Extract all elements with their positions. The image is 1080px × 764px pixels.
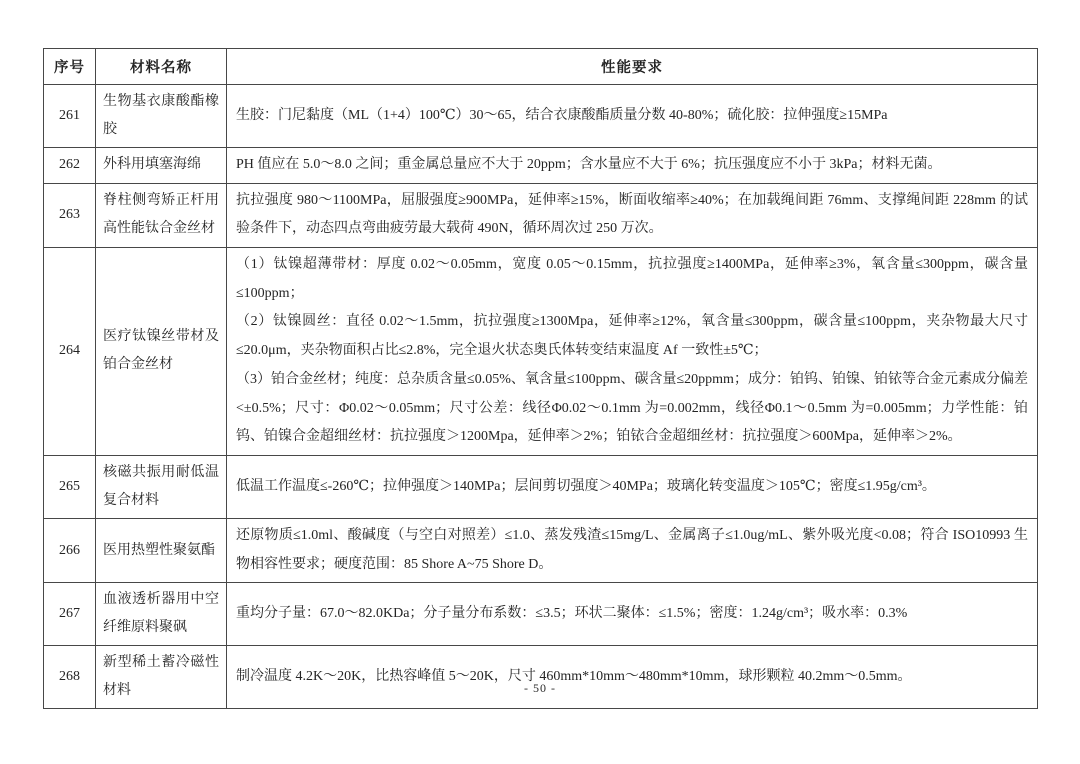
requirement-paragraph: 生胶：门尼黏度（ML（1+4）100℃）30～65，结合衣康酸酯质量分数 40-80%；硫化胶：拉伸强度≥15MPa <box>236 107 888 123</box>
header-name: 材料名称 <box>96 49 227 85</box>
requirement-paragraph: 制冷温度 4.2K～20K，比热容峰值 5～20K，尺寸 460mm*10mm～480mm*10mm，球形颗粒 40.2mm～0.5mm。 <box>236 668 912 684</box>
row-requirements <box>227 85 1038 148</box>
requirement-paragraph: 重均分子量：67.0～82.0KDa；分子量分布系数：≤3.5；环状二聚体：≤1.5%；密度：1.24g/cm³；吸水率：0.3% <box>236 605 908 621</box>
table-row <box>44 183 1038 247</box>
requirement-paragraph: 抗拉强度 980～1100MPa，屈服强度≥900MPa，延伸率≥15%，断面收缩率≥40%；在加载绳间距 76mm、支撑绳间距 228mm 的试验条件下，动态四点弯曲疲劳最大载荷 490N，循环周次过 250 万次。 <box>236 192 1028 237</box>
requirement-paragraph: （3）铂合金丝材；纯度：总杂质含量≤0.05%、氧含量≤100ppm、碳含量≤20ppmm；成分：铂钨、铂镍、铂铱等合金元素成分偏差<±0.5%；尺寸：Φ0.02～0.05mm；尺寸公差：线径Φ0.02～0.1mm 为=0.002mm，线径Φ0.1～0.5mm 为=0.005mm；力学性能：铂钨、铂镍合金超细丝材：抗拉强度＞1200Mpa，延伸率＞2%；铂铱合金超细丝材：抗拉强度＞600Mpa，延伸率＞2%。 <box>236 371 1028 445</box>
row-no: 268 <box>44 646 96 709</box>
table-row <box>44 646 1038 709</box>
row-requirements <box>227 148 1038 184</box>
row-no: 267 <box>44 583 96 646</box>
requirement-paragraph: （2）钛镍圆丝：直径 0.02～1.5mm，抗拉强度≥1300Mpa，延伸率≥12%，氧含量≤300ppm，碳含量≤100ppm，夹杂物最大尺寸≤20.0μm，夹杂物面积占比≤2.8%，完全退火状态奥氏体转变结束温度 Af 一致性±5℃； <box>236 314 1028 359</box>
requirement-paragraph: PH 值应在 5.0～8.0 之间；重金属总量应不大于 20ppm；含水量应不大于 6%；抗压强度应不小于 3kPa；材料无菌。 <box>236 157 942 172</box>
page-number: - 50 - <box>524 681 556 695</box>
requirement-paragraph: （1）钛镍超薄带材：厚度 0.02～0.05mm，宽度 0.05～0.15mm，抗拉强度≥1400MPa，延伸率≥3%，氧含量≤300ppm，碳含量≤100ppm； <box>236 257 1028 301</box>
row-requirements <box>227 583 1038 646</box>
table-row <box>44 455 1038 518</box>
table-row <box>44 583 1038 646</box>
row-no: 261 <box>44 85 96 148</box>
row-requirements <box>227 183 1038 247</box>
row-requirements <box>227 455 1038 518</box>
row-requirements <box>227 518 1038 582</box>
row-no: 262 <box>44 148 96 184</box>
materials-table <box>43 48 1038 709</box>
table-row <box>44 248 1038 456</box>
table-header-row <box>44 49 1038 85</box>
table-row <box>44 85 1038 148</box>
header-no: 序号 <box>44 49 96 85</box>
row-no: 265 <box>44 455 96 518</box>
requirement-paragraph: 还原物质≤1.0ml、酸碱度（与空白对照差）≤1.0、蒸发残渣≤15mg/L、金属离子≤1.0ug/mL、紫外吸光度<0.08；符合 ISO10993 生物相容性要求；硬度范围：85 Shore A~75 Shore D。 <box>236 527 1028 572</box>
table-row <box>44 148 1038 184</box>
row-name: 新型稀土蓄冷磁性材料 <box>96 646 227 709</box>
row-no: 264 <box>44 248 96 456</box>
row-name: 外科用填塞海绵 <box>96 148 227 184</box>
row-requirements <box>227 646 1038 709</box>
table-body <box>44 85 1038 709</box>
row-name: 生物基衣康酸酯橡胶 <box>96 85 227 148</box>
row-name: 医用热塑性聚氨酯 <box>96 518 227 582</box>
row-no: 266 <box>44 518 96 582</box>
row-name: 脊柱侧弯矫正杆用高性能钛合金丝材 <box>96 183 227 247</box>
row-no: 263 <box>44 183 96 247</box>
header-requirement: 性能要求 <box>227 49 1038 85</box>
requirement-paragraph: 低温工作温度≤-260℃；拉伸强度＞140MPa；层间剪切强度＞40MPa；玻璃化转变温度＞105℃；密度≤1.95g/cm³。 <box>236 478 936 494</box>
table-row <box>44 518 1038 582</box>
row-name: 血液透析器用中空纤维原料聚砜 <box>96 583 227 646</box>
row-name: 医疗钛镍丝带材及铂合金丝材 <box>96 248 227 456</box>
row-requirements <box>227 248 1038 456</box>
row-name: 核磁共振用耐低温复合材料 <box>96 455 227 518</box>
